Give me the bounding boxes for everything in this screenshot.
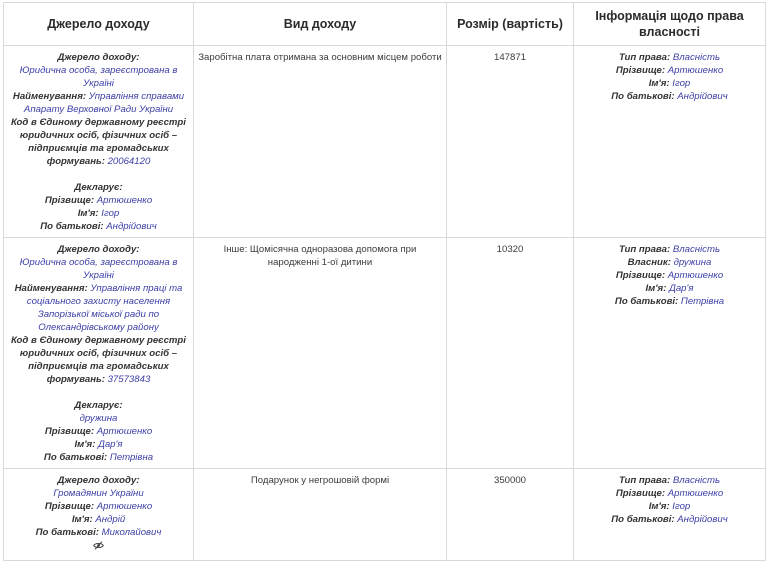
patronymic-value: Петрівна xyxy=(680,296,725,307)
amount-cell: 350000 xyxy=(447,469,574,561)
owner-line xyxy=(577,256,762,269)
surname-line xyxy=(7,425,190,438)
org-name-label: Найменування: xyxy=(12,91,87,102)
patronymic-label: По батькові: xyxy=(611,514,675,525)
income-type-cell: Інше: Щомісячна одноразова допомога при народженні 1-ої дитини xyxy=(194,238,447,469)
patronymic-line xyxy=(577,295,762,308)
amount-cell: 147871 xyxy=(447,46,574,238)
patronymic-label: По батькові: xyxy=(611,91,675,102)
right-type-label: Тип права: xyxy=(619,52,671,63)
patronymic-value: Андрійович xyxy=(677,91,728,102)
income-type-cell: Подарунок у негрошовій формі xyxy=(194,469,447,561)
surname-line xyxy=(577,64,762,77)
declarant-line xyxy=(7,181,190,194)
income-table xyxy=(3,2,766,561)
owner-value: дружина xyxy=(673,257,712,268)
firstname-label: Ім'я: xyxy=(648,501,670,512)
surname-label: Прізвище: xyxy=(615,65,666,76)
table-header-row xyxy=(4,3,766,46)
surname-label: Прізвище: xyxy=(615,488,666,499)
surname-line xyxy=(7,500,190,513)
surname-value: Артюшенко xyxy=(96,501,153,512)
surname-line xyxy=(577,487,762,500)
patronymic-value: Петрівна xyxy=(109,452,154,463)
surname-label: Прізвище: xyxy=(44,195,95,206)
right-type-value: Власність xyxy=(672,475,720,486)
surname-value: Артюшенко xyxy=(667,65,724,76)
firstname-line xyxy=(577,282,762,295)
owner-label: Власник: xyxy=(627,257,671,268)
registry-code-line xyxy=(7,116,190,168)
org-name-line xyxy=(7,90,190,116)
firstname-line xyxy=(7,207,190,220)
org-name-value: Управління праці та соціального захисту населення Запорізької міської ради по Олександрівському району xyxy=(26,283,183,333)
patronymic-label: По батькові: xyxy=(40,221,104,232)
firstname-label: Ім'я: xyxy=(77,208,99,219)
patronymic-line xyxy=(7,220,190,233)
firstname-value: Андрій xyxy=(95,514,126,525)
surname-value: Артюшенко xyxy=(667,270,724,281)
declarant-label: Декларує: xyxy=(74,182,123,193)
ownership-cell xyxy=(574,469,766,561)
declarant-value: дружина xyxy=(79,413,118,424)
surname-value: Артюшенко xyxy=(96,195,153,206)
surname-label: Прізвище: xyxy=(615,270,666,281)
surname-value: Артюшенко xyxy=(667,488,724,499)
header-income-type: Вид доходу xyxy=(194,3,447,46)
ownership-cell xyxy=(574,238,766,469)
table-row xyxy=(4,469,766,561)
source-label: Джерело доходу: xyxy=(57,475,140,486)
source-value: Юридична особа, зареєстрована в Україні xyxy=(19,257,178,281)
right-type-value: Власність xyxy=(672,52,720,63)
source-label: Джерело доходу: xyxy=(57,244,140,255)
eye-slash-icon[interactable] xyxy=(93,541,104,550)
patronymic-line xyxy=(7,526,190,539)
source-line xyxy=(7,243,190,256)
patronymic-label: По батькові: xyxy=(43,452,108,463)
firstname-value: Ігор xyxy=(672,78,691,89)
firstname-label: Ім'я: xyxy=(74,439,96,450)
patronymic-value: Андрійович xyxy=(677,514,728,525)
source-line xyxy=(7,474,190,487)
org-name-value: Управління справами Апарату Верховної Ради України xyxy=(23,91,185,115)
income-source-cell xyxy=(4,46,194,238)
right-type-line xyxy=(577,243,762,256)
source-line xyxy=(7,51,190,64)
source-value: Юридична особа, зареєстрована в Україні xyxy=(19,65,178,89)
firstname-line xyxy=(577,500,762,513)
table-row xyxy=(4,238,766,469)
registry-code-value: 37573843 xyxy=(107,374,151,385)
firstname-label: Ім'я: xyxy=(648,78,670,89)
header-amount: Розмір (вартість) xyxy=(447,3,574,46)
right-type-value: Власність xyxy=(672,244,720,255)
firstname-line xyxy=(577,77,762,90)
firstname-value: Ігор xyxy=(672,501,691,512)
right-type-label: Тип права: xyxy=(619,244,671,255)
table-row xyxy=(4,46,766,238)
amount-cell: 10320 xyxy=(447,238,574,469)
patronymic-value: Андрійович xyxy=(106,221,157,232)
header-ownership-info: Інформація щодо права власності xyxy=(574,3,766,46)
right-type-label: Тип права: xyxy=(619,475,671,486)
ownership-cell xyxy=(574,46,766,238)
firstname-value: Дар'я xyxy=(669,283,694,294)
surname-value: Артюшенко xyxy=(96,426,153,437)
income-source-cell xyxy=(4,469,194,561)
firstname-line xyxy=(7,513,190,526)
firstname-label: Ім'я: xyxy=(71,514,93,525)
source-label: Джерело доходу: xyxy=(57,52,140,63)
patronymic-label: По батькові: xyxy=(614,296,679,307)
firstname-label: Ім'я: xyxy=(645,283,667,294)
header-source: Джерело доходу xyxy=(4,3,194,46)
surname-line xyxy=(577,269,762,282)
declarant-line xyxy=(7,399,190,412)
firstname-value: Ігор xyxy=(101,208,120,219)
declarant-label: Декларує: xyxy=(74,400,123,411)
patronymic-line xyxy=(577,90,762,103)
registry-code-label: Код в Єдиному державному реєстрі юридичних осіб, фізичних осіб – підприємців та громадських формувань: xyxy=(11,117,186,167)
surname-label: Прізвище: xyxy=(44,426,95,437)
firstname-line xyxy=(7,438,190,451)
right-type-line xyxy=(577,474,762,487)
source-value: Громадянин України xyxy=(53,488,144,499)
right-type-line xyxy=(577,51,762,64)
patronymic-value: Миколайович xyxy=(101,527,162,538)
surname-label: Прізвище: xyxy=(44,501,95,512)
patronymic-label: По батькові: xyxy=(35,527,99,538)
patronymic-line xyxy=(7,451,190,464)
registry-code-value: 20064120 xyxy=(107,156,151,167)
org-name-label: Найменування: xyxy=(14,283,88,294)
surname-line xyxy=(7,194,190,207)
income-source-cell xyxy=(4,238,194,469)
patronymic-line xyxy=(577,513,762,526)
income-type-cell: Заробітна плата отримана за основним місцем роботи xyxy=(194,46,447,238)
registry-code-label: Код в Єдиному державному реєстрі юридичних осіб, фізичних осіб – підприємців та громадських формувань: xyxy=(11,335,186,385)
registry-code-line xyxy=(7,334,190,386)
firstname-value: Дар'я xyxy=(98,439,123,450)
org-name-line xyxy=(7,282,190,334)
